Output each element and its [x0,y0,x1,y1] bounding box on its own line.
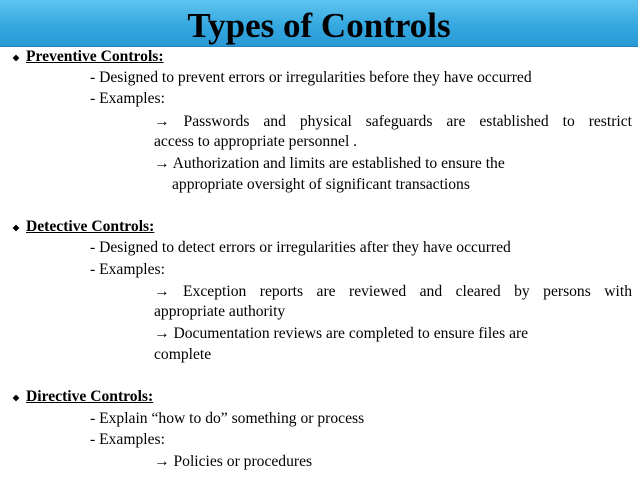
example-detective-2: → Documentation reviews are completed to ensure files are [154,325,529,342]
example-preventive-1: → Passwords and physical safeguards are established to restrict [154,113,632,130]
section-description-preventive: - Designed to prevent errors or irregularities before they have occurred [90,69,532,86]
example-preventive-2-cont: appropriate oversight of significant transactions [172,176,470,193]
example-preventive-1-cont: access to appropriate personnel . [154,133,358,150]
bullet-icon [13,225,20,232]
bullet-icon [13,395,20,402]
example-preventive-2: → Authorization and limits are established to ensure the [154,155,505,172]
slide-title: Types of Controls [187,5,451,45]
example-detective-1: → Exception reports are reviewed and cleared by persons with [154,283,632,300]
section-description-detective: - Designed to detect errors or irregularities after they have occurred [90,239,511,256]
section-description-directive: - Explain “how to do” something or process [90,410,365,427]
example-detective-2-cont: complete [154,346,212,363]
example-detective-1-cont: appropriate authority [154,303,286,320]
section-heading-preventive: Preventive Controls: [26,48,164,65]
examples-label-directive: - Examples: [90,431,165,448]
bullet-icon [13,55,20,62]
section-heading-detective: Detective Controls: [26,218,155,235]
title-bar [0,0,638,47]
example-directive-1: → Policies or procedures [154,453,313,470]
examples-label-detective: - Examples: [90,261,165,278]
section-heading-directive: Directive Controls: [26,388,154,405]
examples-label-preventive: - Examples: [90,90,165,107]
